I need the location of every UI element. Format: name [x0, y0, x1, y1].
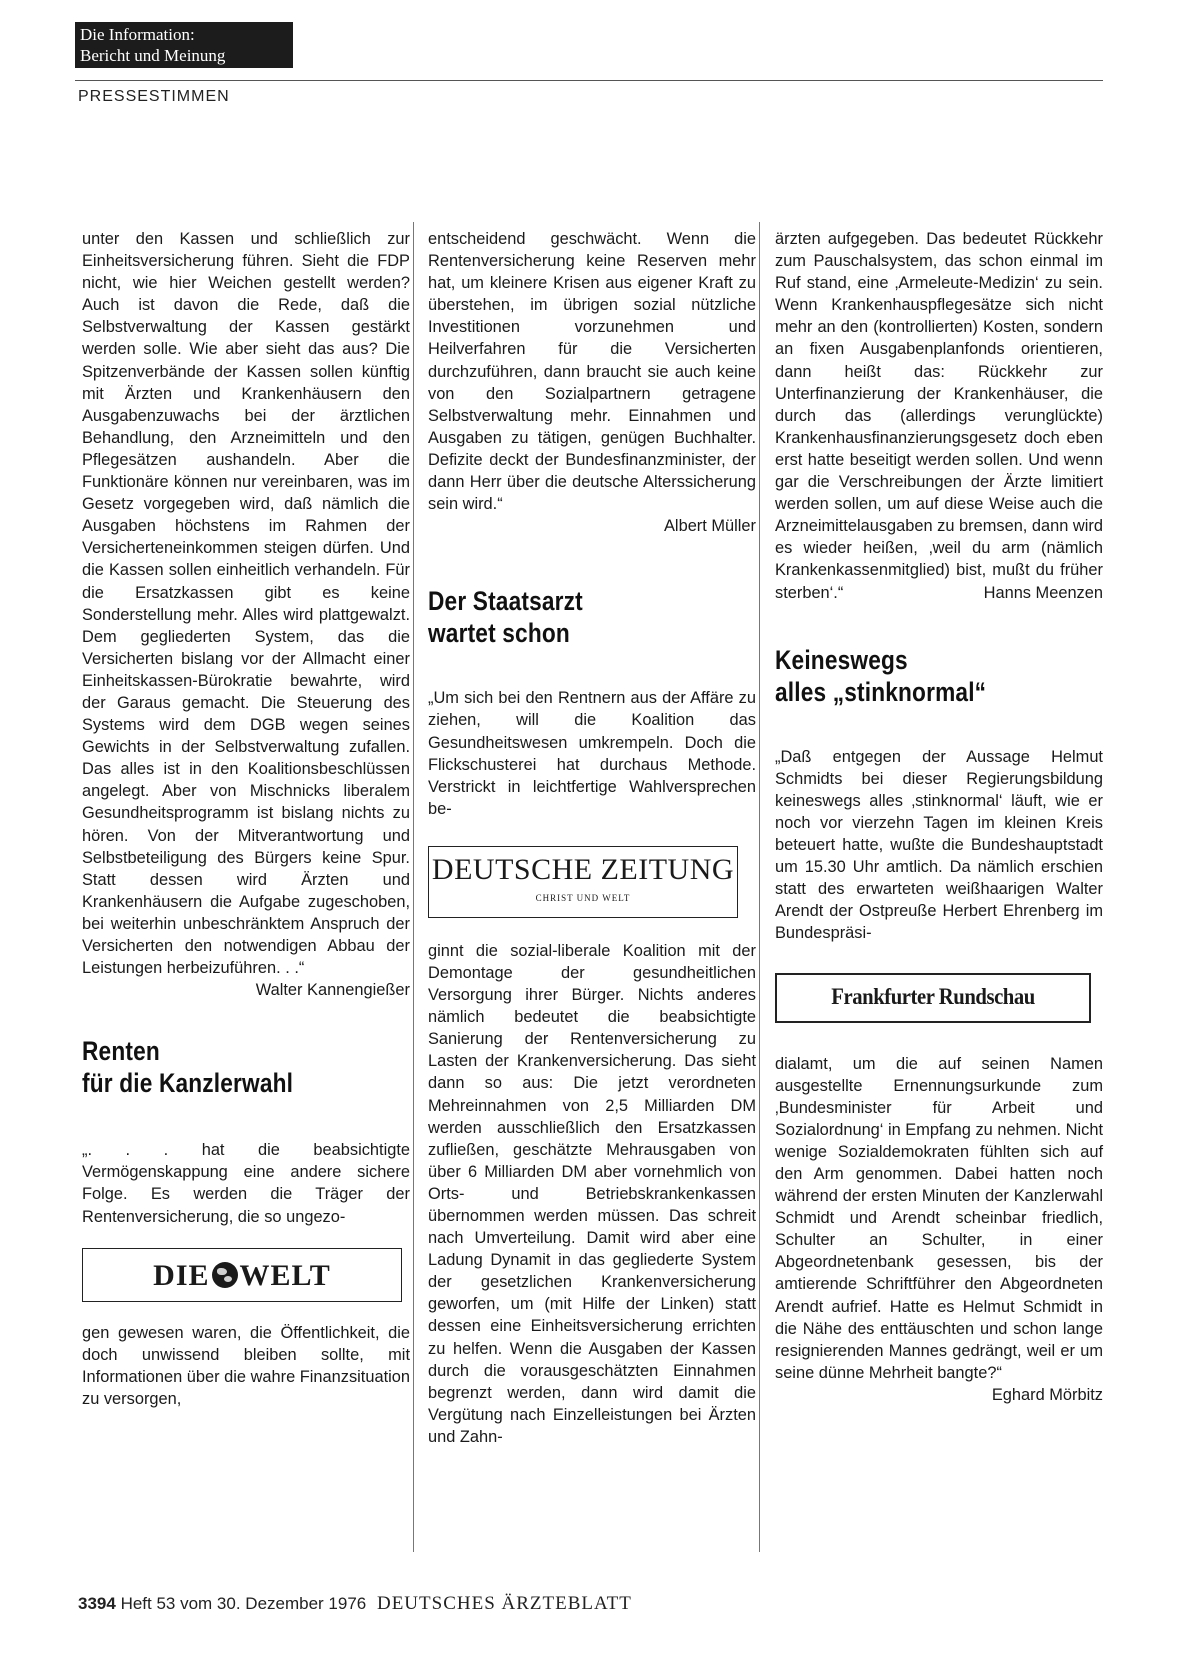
die-welt-logo	[82, 1248, 402, 1302]
author-mueller: Albert Müller	[664, 517, 756, 536]
column-1-paragraph-3: gen gewesen waren, die Öffentlichkeit, die doch unwissend bleiben sollte, mit Informationen über die wahre Finanzsituation zu versorgen,	[82, 1323, 411, 1408]
page-footer	[78, 1593, 632, 1615]
column-divider-2	[759, 222, 760, 1552]
column-3-paragraph-1: ärzten aufgegeben. Das bedeutet Rückkehr zum Pauschalsystem, das schon einmal im Ruf stand, eine ‚Armeleute-Medizin‘ zu sein. Wenn Krankenhauspflegesätze sich nicht mehr an den (kontrollierten) Kosten, sondern an fixen Ausgabenplanfonds orientieren, dann heißt das: Rückkehr zur Unterfinanzierung der Krankenhäuser, die durch das (allerdings verunglückte) Krankenhausfinanzierungsgesetz doch eben erst hatte beseitigt werden sollen. Und wenn gar die Verschreibungen der Ärzte limitiert werden sollen, um auf diese Weise auch die Arzneimittelausgaben zu bremsen, dann wird es wieder heißen, ‚weil du arm (nämlich Krankenkassenmitglied) bist, mußt du früher sterben‘.“	[775, 230, 1103, 602]
headline-renten: Renten für die Kanzlerwahl	[82, 1036, 294, 1099]
deutsche-zeitung-logo	[428, 846, 738, 918]
author-moerbitz: Eghard Mörbitz	[991, 1385, 1103, 1404]
column-3-paragraph-3: dialamt, um die auf seinen Namen ausgestellte Ernennungsurkunde zum ‚Bundesminister für Arbeit und Sozialordnung‘ in Empfang zu nehmen. Nicht wenige Sozialdemokraten fühlten sich auf den Arm genommen. Dabei hatten noch während der ersten Minuten der Kanzlerwahl Schmidt und Arendt scheinbar friedlich, Schulter an Schulter, in einer Abgeordnetenbank gesessen, bis der amtierende Schriftführer den Abgeordneten Arendt aufrief. Hatte es Helmut Schmidt in die Nähe des enttäuschten und schon lange resignierenden Mannes gedrängt, weil er um seine dünne Mehrheit bangte?“	[775, 1054, 1104, 1382]
die-welt-logo-text: DIE WELT	[153, 1258, 331, 1292]
column-2	[428, 228, 756, 1448]
column-2-paragraph-1: entscheidend geschwächt. Wenn die Rentenversicherung keine Reserven mehr hat, um kleinere Krisen aus eigener Kraft zu überstehen, im übrigen sozial nützliche Investitionen vorzunehmen und Heilverfahren für die Versicherten durchzuführen, dann braucht sie auch keine von den Sozialpartnern getragene Selbstverwaltung mehr. Einnahmen und Ausgaben zu tätigen, genügen Buchhalter. Defizite deckt der Bundesfinanzminister, der dann Herr über die deutsche Alterssicherung sein wird.“	[428, 230, 756, 514]
headline-staatsarzt: Der Staatsarzt wartet schon	[428, 586, 583, 649]
header-box-line-2: Bericht und Meinung	[80, 46, 226, 65]
column-2-paragraph-3: ginnt die sozial-liberale Koalition mit der Demontage der gesundheitlichen Versorgung ihrer Bürger. Nichts anderes nämlich bedeutet die beabsichtigte Sanierung der Rentenversicherung zu Lasten der Krankenversicherung. Das sieht dann so aus: Die jetzt verordneten Mehreinnahmen von 2,5 Milliarden DM werden ausschließlich den Ersatzkassen zufließen, geschätzte Mehrausgaben von über 6 Milliarden DM aber vornehmlich von Orts- und Betriebskrankenkassen übernommen werden müssen. Das schreit nach Umverteilung. Damit wird aber eine Ladung Dynamit in das gegliederte System der gesetzlichen Krankenversicherung geworfen, um (mit Hilfe der Linken) statt dessen eine Einheitsversicherung errichten zu helfen. Wenn die Ausgaben der Kassen durch die vorausgeschätzten Einnahmen begrenzt werden, dann wird damit die Vergütung nach Einzelleistungen bei Ärzten und Zahn-	[428, 941, 756, 1446]
frankfurter-rundschau-logo	[775, 973, 1091, 1023]
column-1	[82, 228, 410, 1410]
section-label: PRESSESTIMMEN	[78, 88, 230, 105]
globe-icon	[212, 1262, 238, 1288]
header-rule	[75, 80, 1103, 81]
column-1-paragraph-2: „. . . hat die beabsichtigte Vermögenskappung eine andere sichere Folge. Es werden die Träger der Rentenversicherung, die so ungezo-	[82, 1141, 410, 1226]
section-header-box	[75, 22, 293, 68]
issue-info: Heft 53 vom 30. Dezember 1976	[120, 1594, 367, 1613]
publication-name: DEUTSCHES ÄRZTEBLATT	[376, 1593, 632, 1614]
author-meenzen: Hanns Meenzen	[983, 583, 1103, 602]
headline-keineswegs: Keineswegs alles „stinknormal“	[775, 644, 987, 707]
column-2-paragraph-2: „Um sich bei den Rentnern aus der Affäre zu ziehen, will die Koalition das Gesundheitswesen umkrempeln. Doch die Flickschusterei hat durchaus Methode. Verstrickt in leichtfertige Wahlversprechen be-	[428, 689, 756, 818]
frankfurter-rundschau-logo-text: Frankfurter Rundschau	[831, 984, 1035, 1010]
author-kannengiesser: Walter Kannengießer	[255, 981, 410, 1000]
header-box-line-1: Die Information:	[80, 25, 195, 44]
deutsche-zeitung-logo-subtitle: CHRIST UND WELT	[535, 892, 631, 903]
column-divider-1	[413, 222, 414, 1552]
column-3	[775, 228, 1103, 1406]
column-1-paragraph-1: unter den Kassen und schließlich zur Einheitsversicherung führen. Sieht die FDP nicht, wie hier Weichen gestellt werden? Auch ist davon die Rede, daß die Selbstverwaltung der Kassen gestärkt werden solle. Wie aber sieht das aus? Die Spitzenverbände der Kassen sollen künftig mit Ärzten und Krankenhäusern den Ausgabenzuwachs bei der ärztlichen Behandlung, den Arzneimitteln und den Pflegesätzen aushandeln. Aber die Funktionäre können nur vereinbaren, was im Gesetz vorgegeben wird, daß nämlich die Ausgaben höchstens im Rahmen der Versicherteneinkommen steigen dürfen. Und die Kassen sollen einheitlich verhandeln. Für die Ersatzkassen gibt es keine Sonderstellung mehr. Alles wird plattgewalzt. Dem gegliederten System, das die Versicherten bislang vor der Allmacht einer Einheitskassen-Bürokratie bewahrte, wird der Garaus gemacht. Die Steuerung des Systems wird dem DGB wegen seines Gewichts in der Selbstverwaltung zufallen. Das alles ist in den Koalitionsbeschlüssen angelegt. Aber von Mischnicks liberalem Gesundheitsprogramm ist bislang nichts zu hören. Von der Mitverantwortung und Selbstbeteiligung des Bürgers keine Spur. Statt dessen wird Ärzten und Krankenhäusern die Aufgabe zugeschoben, bei weiterhin unbeschränktem Anspruch der Versicherten den notwendigen Abbau der Leistungen herbeizuführen. . .“	[82, 230, 410, 978]
page-number: 3394	[78, 1594, 116, 1613]
column-3-paragraph-2: „Daß entgegen der Aussage Helmut Schmidts bei dieser Regierungsbildung keineswegs alles ‚stinknormal‘ läuft, wie er noch vor vierzehn Tagen im kleinen Kreis beteuert hatte, wußte die Bundeshauptstadt um 15.30 Uhr amtlich. Da nämlich erschien statt des erwarteten weißhaarigen Walter Arendt der Ostpreuße Herbert Ehrenberg im Bundespräsi-	[775, 747, 1103, 943]
deutsche-zeitung-logo-text: DEUTSCHE ZEITUNG	[431, 852, 735, 886]
